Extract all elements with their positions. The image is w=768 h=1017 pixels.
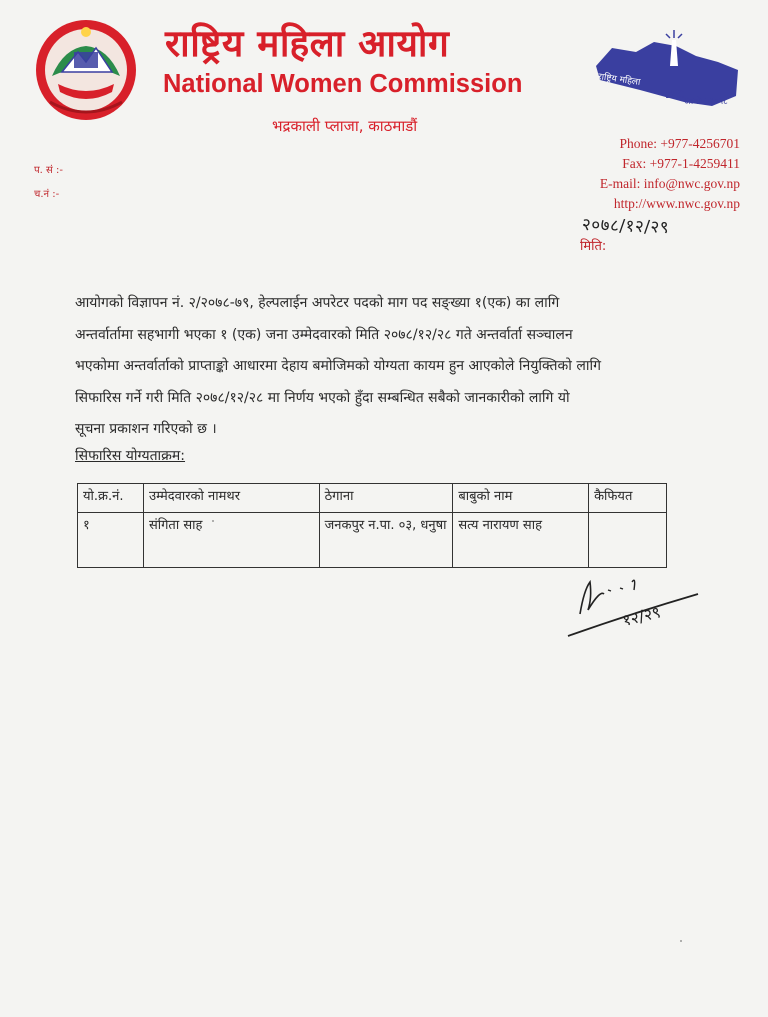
- cell-serial: १: [78, 513, 144, 568]
- website-link[interactable]: http://www.nwc.gov.np: [613, 196, 740, 211]
- handwritten-date: २०७८/१२/२९: [581, 214, 670, 238]
- nepal-emblem-icon: [34, 18, 138, 122]
- signature-mark: [560, 560, 710, 640]
- paper-speck: [212, 520, 214, 522]
- date-label: मिति:: [580, 239, 607, 254]
- recommendation-heading: सिफारिस योग्यताक्रम:: [75, 448, 186, 464]
- reference-number-label: प. सं :-: [34, 165, 63, 176]
- cell-candidate-name: संगिता साह: [143, 513, 319, 568]
- notice-line: सिफारिस गर्ने गरी मिति २०७८/१२/२८ मा निर्णय भएको हुँदा सम्बन्धित सबैको जानकारीको लागि यो: [75, 389, 570, 406]
- phone-text: Phone: +977-4256701: [619, 136, 740, 151]
- logo-year-text: आयोग-२०५८: [684, 97, 728, 107]
- col-header-father-name: बाबुको नाम: [453, 484, 589, 513]
- fax-text: Fax: +977-1-4259411: [622, 156, 740, 171]
- women-commission-logo: [592, 26, 742, 114]
- cell-father-name: सत्य नारायण साह: [453, 513, 589, 568]
- logo-initials: WC: [664, 88, 685, 101]
- col-header-remarks: कैफियत: [589, 484, 667, 513]
- org-title-english: National Women Commission: [163, 70, 523, 98]
- col-header-candidate-name: उम्मेदवारको नामथर: [143, 484, 319, 513]
- contact-block: [520, 134, 740, 214]
- org-address: भद्रकाली प्लाजा, काठमाडौं: [272, 117, 418, 135]
- dispatch-number-label: च.नं :-: [34, 189, 60, 200]
- notice-line: आयोगको विज्ञापन नं. २/२०७८-७९, हेल्पलाईन अपरेटर पदको माग पद सङ्ख्या १(एक) का लागि: [75, 295, 560, 311]
- notice-line: सूचना प्रकाशन गरिएको छ ।: [75, 421, 217, 437]
- logo-text: राष्ट्रिय महिला: [597, 72, 641, 88]
- email-link[interactable]: E-mail: info@nwc.gov.np: [599, 176, 740, 191]
- table-header-row: [78, 484, 667, 513]
- cell-address: जनकपुर न.पा. ०३, धनुषा: [319, 513, 453, 568]
- col-header-address: ठेगाना: [319, 484, 453, 513]
- signature-date: १२/२९: [620, 602, 663, 631]
- org-title-nepali: राष्ट्रिय महिला आयोग: [165, 22, 450, 65]
- paper-speck: [680, 940, 682, 942]
- notice-line: अन्तर्वार्तामा सहभागी भएका १ (एक) जना उम्मेदवारको मिति २०७८/१२/२८ गते अन्तर्वार्ता सञ्चालन: [75, 326, 573, 343]
- col-header-serial: यो.क्र.नं.: [78, 484, 144, 513]
- recommendation-table: [77, 483, 667, 568]
- notice-paragraph: [75, 288, 715, 446]
- notice-line: भएकोमा अन्तर्वार्ताको प्राप्ताङ्को आधारमा देहाय बमोजिमको योग्यता कायम हुन आएकोले नियुक्तिको लागि: [75, 358, 601, 374]
